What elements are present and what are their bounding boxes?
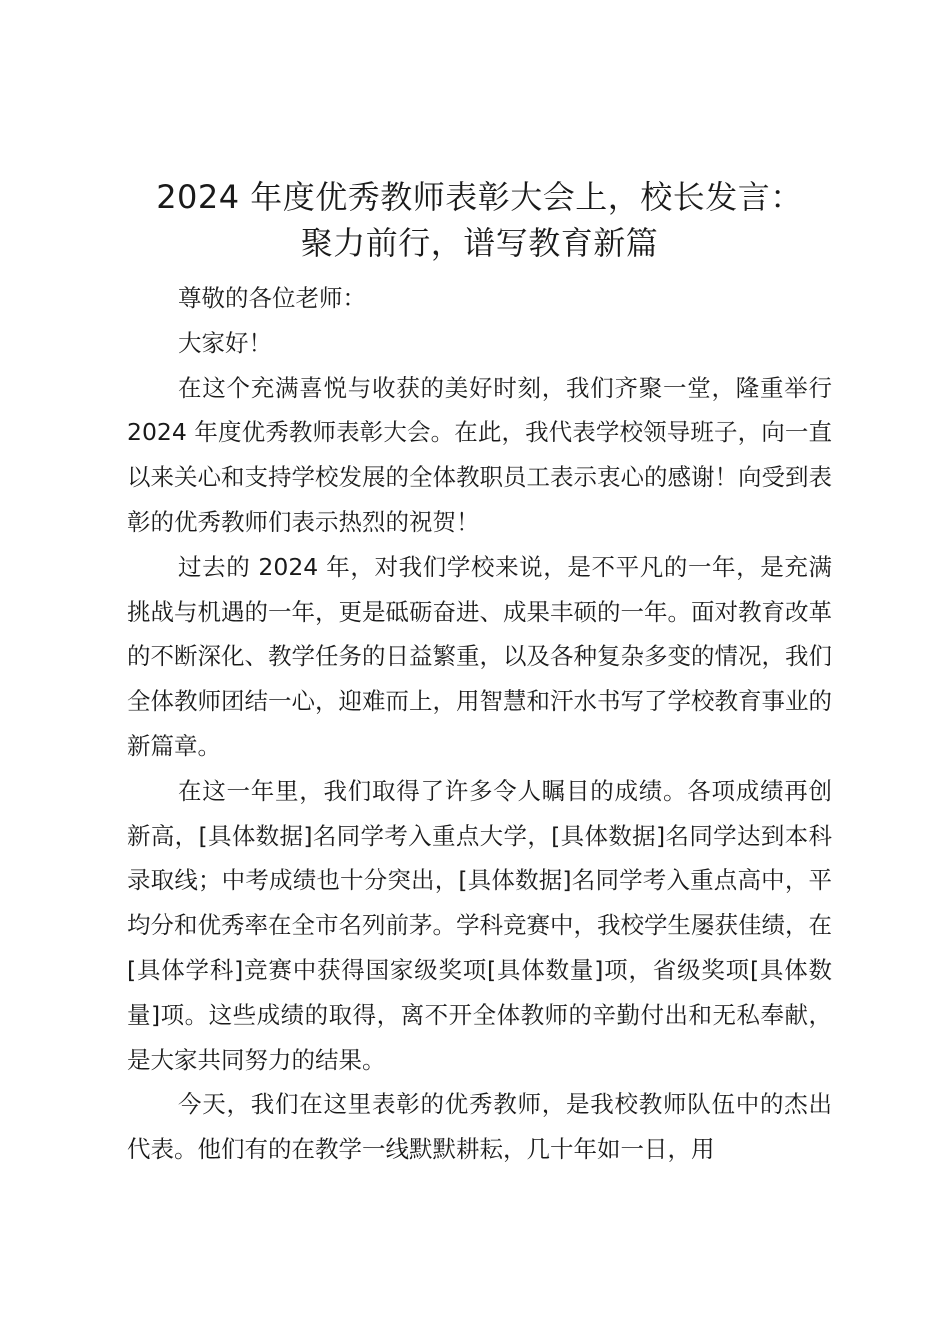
paragraph-opening: 在这个充满喜悦与收获的美好时刻，我们齐聚一堂，隆重举行 2024 年度优秀教师表彰大会。在此，我代表学校领导班子，向一直以来关心和支持学校发展的全体教职员工表示衷心的感谢！向受到表彰的优秀教师们表示热烈的祝贺！ bbox=[127, 373, 832, 536]
paragraph-achievements: 在这一年里，我们取得了许多令人瞩目的成绩。各项成绩再创新高，[具体数据]名同学考入重点大学，[具体数据]名同学达到本科录取线；中考成绩也十分突出，[具体数据]名同学考入重点高中，平均分和优秀率在全市名列前茅。学科竞赛中，我校学生屡获佳绩，在[具体学科]竞赛中获得国家级奖项[具体数量]项，省级奖项[具体数量]项。这些成绩的取得，离不开全体教师的辛勤付出和无私奉献，是大家共同努力的结果。 bbox=[127, 776, 832, 1074]
salutation: 尊敬的各位老师： bbox=[178, 284, 366, 312]
paragraph-honorees: 今天，我们在这里表彰的优秀教师，是我校教师队伍中的杰出代表。他们有的在教学一线默默耕耘，几十年如一日，用 bbox=[127, 1090, 832, 1164]
document-title bbox=[119, 174, 840, 266]
title-line-1: 2024 年度优秀教师表彰大会上，校长发言： bbox=[156, 178, 803, 216]
title-line-2: 聚力前行，谱写教育新篇 bbox=[300, 224, 659, 262]
document-page bbox=[127, 174, 832, 1172]
paragraph-past-year: 过去的 2024 年，对我们学校来说，是不平凡的一年，是充满挑战与机遇的一年，更是砥砺奋进、成果丰硕的一年。面对教育改革的不断深化、教学任务的日益繁重，以及各种复杂多变的情况，我们全体教师团结一心，迎难而上，用智慧和汗水书写了学校教育事业的新篇章。 bbox=[127, 552, 832, 760]
document-body bbox=[127, 276, 832, 1172]
greeting: 大家好！ bbox=[178, 328, 272, 357]
